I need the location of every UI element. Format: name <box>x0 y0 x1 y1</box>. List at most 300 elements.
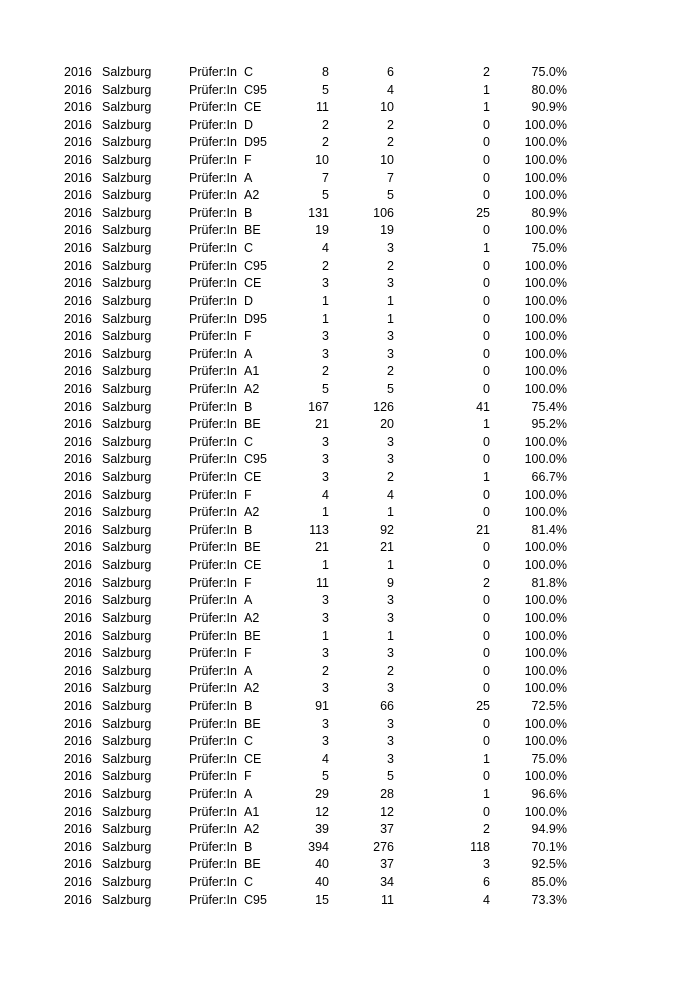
passed-count-cell: 92 <box>380 522 394 537</box>
pass-rate-cell: 100.0% <box>524 293 567 308</box>
table-row <box>0 258 700 276</box>
year-cell: 2016 <box>64 786 92 801</box>
total-count-cell: 4 <box>322 751 329 766</box>
table-row <box>0 680 700 698</box>
passed-count-cell: 4 <box>387 82 394 97</box>
year-cell: 2016 <box>64 276 92 291</box>
region-cell: Salzburg <box>102 329 152 344</box>
region-cell: Salzburg <box>102 434 152 449</box>
failed-count-cell: 0 <box>483 153 490 168</box>
failed-count-cell: 1 <box>483 470 490 485</box>
region-cell: Salzburg <box>102 205 152 220</box>
passed-count-cell: 28 <box>380 786 394 801</box>
passed-count-cell: 19 <box>380 223 394 238</box>
total-count-cell: 39 <box>315 822 329 837</box>
year-cell: 2016 <box>64 646 92 661</box>
region-cell: Salzburg <box>102 857 152 872</box>
pass-rate-cell: 96.6% <box>531 786 567 801</box>
region-cell: Salzburg <box>102 153 152 168</box>
license-class-cell: B <box>244 522 253 537</box>
region-cell: Salzburg <box>102 681 152 696</box>
failed-count-cell: 3 <box>483 857 490 872</box>
table-row <box>0 222 700 240</box>
year-cell: 2016 <box>64 487 92 502</box>
pass-rate-cell: 100.0% <box>524 505 567 520</box>
table-row <box>0 839 700 857</box>
total-count-cell: 1 <box>322 311 329 326</box>
total-count-cell: 131 <box>308 205 329 220</box>
table-row <box>0 698 700 716</box>
role-cell: Prüfer:In <box>189 610 237 625</box>
table-row <box>0 399 700 417</box>
role-cell: Prüfer:In <box>189 575 237 590</box>
year-cell: 2016 <box>64 381 92 396</box>
year-cell: 2016 <box>64 153 92 168</box>
license-class-cell: BE <box>244 857 261 872</box>
failed-count-cell: 1 <box>483 82 490 97</box>
region-cell: Salzburg <box>102 505 152 520</box>
passed-count-cell: 1 <box>387 558 394 573</box>
pass-rate-cell: 100.0% <box>524 135 567 150</box>
passed-count-cell: 2 <box>387 135 394 150</box>
passed-count-cell: 2 <box>387 663 394 678</box>
passed-count-cell: 4 <box>387 487 394 502</box>
year-cell: 2016 <box>64 329 92 344</box>
pass-rate-cell: 100.0% <box>524 769 567 784</box>
failed-count-cell: 0 <box>483 558 490 573</box>
role-cell: Prüfer:In <box>189 804 237 819</box>
passed-count-cell: 3 <box>387 593 394 608</box>
license-class-cell: CE <box>244 751 262 766</box>
role-cell: Prüfer:In <box>189 65 237 79</box>
role-cell: Prüfer:In <box>189 276 237 291</box>
failed-count-cell: 0 <box>483 610 490 625</box>
table-row <box>0 663 700 681</box>
year-cell: 2016 <box>64 681 92 696</box>
role-cell: Prüfer:In <box>189 311 237 326</box>
failed-count-cell: 0 <box>483 311 490 326</box>
region-cell: Salzburg <box>102 223 152 238</box>
license-class-cell: C95 <box>244 82 267 97</box>
passed-count-cell: 9 <box>387 575 394 590</box>
role-cell: Prüfer:In <box>189 329 237 344</box>
failed-count-cell: 25 <box>476 205 490 220</box>
year-cell: 2016 <box>64 540 92 555</box>
region-cell: Salzburg <box>102 470 152 485</box>
passed-count-cell: 10 <box>380 153 394 168</box>
license-class-cell: A2 <box>244 505 260 520</box>
license-class-cell: D <box>244 293 254 308</box>
license-class-cell: BE <box>244 716 261 731</box>
table-row <box>0 64 700 82</box>
total-count-cell: 11 <box>316 575 329 590</box>
failed-count-cell: 1 <box>483 417 490 432</box>
failed-count-cell: 21 <box>476 522 490 537</box>
total-count-cell: 3 <box>322 646 329 661</box>
license-class-cell: D95 <box>244 311 267 326</box>
region-cell: Salzburg <box>102 540 152 555</box>
pass-rate-cell: 100.0% <box>524 153 567 168</box>
year-cell: 2016 <box>64 575 92 590</box>
failed-count-cell: 1 <box>483 786 490 801</box>
region-cell: Salzburg <box>102 610 152 625</box>
pass-rate-cell: 100.0% <box>524 540 567 555</box>
table-row <box>0 99 700 117</box>
failed-count-cell: 0 <box>483 593 490 608</box>
license-class-cell: A1 <box>244 364 260 379</box>
region-cell: Salzburg <box>102 399 152 414</box>
passed-count-cell: 2 <box>387 364 394 379</box>
pass-rate-cell: 100.0% <box>524 170 567 185</box>
role-cell: Prüfer:In <box>189 188 237 203</box>
pass-rate-cell: 100.0% <box>524 223 567 238</box>
role-cell: Prüfer:In <box>189 170 237 185</box>
license-class-cell: B <box>244 839 253 854</box>
role-cell: Prüfer:In <box>189 399 237 414</box>
license-class-cell: CE <box>244 276 262 291</box>
year-cell: 2016 <box>64 65 92 79</box>
region-cell: Salzburg <box>102 417 152 432</box>
year-cell: 2016 <box>64 892 92 907</box>
total-count-cell: 1 <box>322 628 329 643</box>
passed-count-cell: 3 <box>387 751 394 766</box>
table-row <box>0 786 700 804</box>
total-count-cell: 21 <box>315 417 329 432</box>
total-count-cell: 167 <box>308 399 329 414</box>
passed-count-cell: 37 <box>380 857 394 872</box>
license-class-cell: C95 <box>244 892 267 907</box>
passed-count-cell: 11 <box>381 892 394 907</box>
total-count-cell: 15 <box>315 892 329 907</box>
license-class-cell: A2 <box>244 822 260 837</box>
year-cell: 2016 <box>64 522 92 537</box>
passed-count-cell: 5 <box>387 188 394 203</box>
pass-rate-cell: 92.5% <box>531 857 567 872</box>
pass-rate-cell: 100.0% <box>524 646 567 661</box>
total-count-cell: 8 <box>322 65 329 79</box>
role-cell: Prüfer:In <box>189 487 237 502</box>
license-class-cell: C <box>244 65 254 79</box>
pass-rate-cell: 80.0% <box>531 82 567 97</box>
region-cell: Salzburg <box>102 575 152 590</box>
failed-count-cell: 0 <box>483 117 490 132</box>
total-count-cell: 3 <box>322 329 329 344</box>
license-class-cell: B <box>244 698 253 713</box>
table-row <box>0 716 700 734</box>
table-row <box>0 152 700 170</box>
license-class-cell: D <box>244 117 254 132</box>
license-class-cell: F <box>244 487 252 502</box>
table-row <box>0 733 700 751</box>
year-cell: 2016 <box>64 663 92 678</box>
pass-rate-cell: 100.0% <box>524 117 567 132</box>
year-cell: 2016 <box>64 593 92 608</box>
passed-count-cell: 10 <box>380 100 394 115</box>
role-cell: Prüfer:In <box>189 346 237 361</box>
table-row <box>0 804 700 822</box>
role-cell: Prüfer:In <box>189 769 237 784</box>
region-cell: Salzburg <box>102 822 152 837</box>
license-class-cell: A <box>244 663 253 678</box>
total-count-cell: 4 <box>322 241 329 256</box>
region-cell: Salzburg <box>102 522 152 537</box>
pass-rate-cell: 100.0% <box>524 628 567 643</box>
failed-count-cell: 0 <box>483 276 490 291</box>
failed-count-cell: 0 <box>483 452 490 467</box>
license-class-cell: A <box>244 593 253 608</box>
passed-count-cell: 3 <box>387 329 394 344</box>
table-row <box>0 346 700 364</box>
year-cell: 2016 <box>64 205 92 220</box>
failed-count-cell: 0 <box>483 170 490 185</box>
passed-count-cell: 3 <box>387 646 394 661</box>
passed-count-cell: 3 <box>387 452 394 467</box>
pass-rate-cell: 75.0% <box>531 65 567 79</box>
failed-count-cell: 0 <box>483 804 490 819</box>
table-row <box>0 451 700 469</box>
table-row <box>0 311 700 329</box>
pass-rate-cell: 100.0% <box>524 558 567 573</box>
passed-count-cell: 2 <box>387 470 394 485</box>
failed-count-cell: 0 <box>483 540 490 555</box>
year-cell: 2016 <box>64 82 92 97</box>
role-cell: Prüfer:In <box>189 153 237 168</box>
pass-rate-cell: 95.2% <box>531 417 567 432</box>
passed-count-cell: 37 <box>380 822 394 837</box>
pass-rate-cell: 100.0% <box>524 663 567 678</box>
total-count-cell: 40 <box>315 857 329 872</box>
table-row <box>0 381 700 399</box>
license-class-cell: C <box>244 241 254 256</box>
passed-count-cell: 34 <box>380 875 394 890</box>
failed-count-cell: 0 <box>483 646 490 661</box>
region-cell: Salzburg <box>102 241 152 256</box>
region-cell: Salzburg <box>102 804 152 819</box>
table-row <box>0 205 700 223</box>
total-count-cell: 10 <box>315 153 329 168</box>
total-count-cell: 21 <box>315 540 329 555</box>
year-cell: 2016 <box>64 188 92 203</box>
failed-count-cell: 0 <box>483 329 490 344</box>
year-cell: 2016 <box>64 804 92 819</box>
total-count-cell: 11 <box>316 100 329 115</box>
region-cell: Salzburg <box>102 716 152 731</box>
table-row <box>0 487 700 505</box>
region-cell: Salzburg <box>102 135 152 150</box>
region-cell: Salzburg <box>102 892 152 907</box>
license-class-cell: C <box>244 875 254 890</box>
failed-count-cell: 0 <box>483 346 490 361</box>
role-cell: Prüfer:In <box>189 100 237 115</box>
pass-rate-cell: 100.0% <box>524 681 567 696</box>
license-class-cell: CE <box>244 470 262 485</box>
role-cell: Prüfer:In <box>189 434 237 449</box>
total-count-cell: 7 <box>322 170 329 185</box>
license-class-cell: CE <box>244 100 262 115</box>
region-cell: Salzburg <box>102 117 152 132</box>
table-row <box>0 892 700 910</box>
license-class-cell: A2 <box>244 610 260 625</box>
license-class-cell: BE <box>244 628 261 643</box>
table-row <box>0 539 700 557</box>
region-cell: Salzburg <box>102 839 152 854</box>
region-cell: Salzburg <box>102 875 152 890</box>
region-cell: Salzburg <box>102 293 152 308</box>
pass-rate-cell: 72.5% <box>531 698 567 713</box>
pass-rate-cell: 70.1% <box>531 839 567 854</box>
failed-count-cell: 0 <box>483 628 490 643</box>
total-count-cell: 2 <box>322 258 329 273</box>
year-cell: 2016 <box>64 470 92 485</box>
role-cell: Prüfer:In <box>189 417 237 432</box>
passed-count-cell: 1 <box>387 311 394 326</box>
region-cell: Salzburg <box>102 65 152 79</box>
region-cell: Salzburg <box>102 100 152 115</box>
pass-rate-cell: 100.0% <box>524 276 567 291</box>
passed-count-cell: 66 <box>380 698 394 713</box>
total-count-cell: 1 <box>322 558 329 573</box>
failed-count-cell: 0 <box>483 716 490 731</box>
year-cell: 2016 <box>64 716 92 731</box>
total-count-cell: 3 <box>322 734 329 749</box>
failed-count-cell: 0 <box>483 505 490 520</box>
table-row <box>0 522 700 540</box>
year-cell: 2016 <box>64 399 92 414</box>
table-row <box>0 504 700 522</box>
pass-rate-cell: 100.0% <box>524 381 567 396</box>
pass-rate-cell: 100.0% <box>524 734 567 749</box>
failed-count-cell: 0 <box>483 681 490 696</box>
passed-count-cell: 3 <box>387 241 394 256</box>
license-class-cell: CE <box>244 558 262 573</box>
region-cell: Salzburg <box>102 734 152 749</box>
failed-count-cell: 1 <box>483 241 490 256</box>
year-cell: 2016 <box>64 505 92 520</box>
pass-rate-cell: 100.0% <box>524 346 567 361</box>
passed-count-cell: 106 <box>373 205 394 220</box>
region-cell: Salzburg <box>102 364 152 379</box>
total-count-cell: 3 <box>322 470 329 485</box>
region-cell: Salzburg <box>102 452 152 467</box>
license-class-cell: F <box>244 769 252 784</box>
total-count-cell: 3 <box>322 593 329 608</box>
pass-rate-cell: 100.0% <box>524 258 567 273</box>
region-cell: Salzburg <box>102 558 152 573</box>
total-count-cell: 12 <box>315 804 329 819</box>
role-cell: Prüfer:In <box>189 716 237 731</box>
role-cell: Prüfer:In <box>189 135 237 150</box>
license-class-cell: F <box>244 575 252 590</box>
year-cell: 2016 <box>64 311 92 326</box>
region-cell: Salzburg <box>102 593 152 608</box>
pass-rate-cell: 80.9% <box>531 205 567 220</box>
failed-count-cell: 0 <box>483 381 490 396</box>
table-row <box>0 170 700 188</box>
role-cell: Prüfer:In <box>189 241 237 256</box>
license-class-cell: A2 <box>244 381 260 396</box>
passed-count-cell: 2 <box>387 117 394 132</box>
year-cell: 2016 <box>64 223 92 238</box>
pass-rate-cell: 94.9% <box>531 822 567 837</box>
failed-count-cell: 25 <box>476 698 490 713</box>
total-count-cell: 5 <box>322 188 329 203</box>
year-cell: 2016 <box>64 117 92 132</box>
pass-rate-cell: 100.0% <box>524 188 567 203</box>
failed-count-cell: 2 <box>483 575 490 590</box>
passed-count-cell: 276 <box>373 839 394 854</box>
pass-rate-cell: 100.0% <box>524 804 567 819</box>
total-count-cell: 3 <box>322 681 329 696</box>
total-count-cell: 3 <box>322 276 329 291</box>
failed-count-cell: 2 <box>483 822 490 837</box>
year-cell: 2016 <box>64 170 92 185</box>
license-class-cell: B <box>244 205 253 220</box>
table-row <box>0 469 700 487</box>
region-cell: Salzburg <box>102 188 152 203</box>
passed-count-cell: 1 <box>387 628 394 643</box>
year-cell: 2016 <box>64 628 92 643</box>
region-cell: Salzburg <box>102 381 152 396</box>
license-class-cell: BE <box>244 223 261 238</box>
region-cell: Salzburg <box>102 311 152 326</box>
pass-rate-cell: 75.4% <box>531 399 567 414</box>
region-cell: Salzburg <box>102 346 152 361</box>
year-cell: 2016 <box>64 241 92 256</box>
table-row <box>0 187 700 205</box>
year-cell: 2016 <box>64 875 92 890</box>
year-cell: 2016 <box>64 417 92 432</box>
table-row <box>0 293 700 311</box>
total-count-cell: 19 <box>315 223 329 238</box>
role-cell: Prüfer:In <box>189 258 237 273</box>
region-cell: Salzburg <box>102 786 152 801</box>
role-cell: Prüfer:In <box>189 505 237 520</box>
role-cell: Prüfer:In <box>189 892 237 907</box>
total-count-cell: 40 <box>315 875 329 890</box>
table-row <box>0 134 700 152</box>
region-cell: Salzburg <box>102 628 152 643</box>
year-cell: 2016 <box>64 839 92 854</box>
failed-count-cell: 1 <box>483 100 490 115</box>
region-cell: Salzburg <box>102 487 152 502</box>
role-cell: Prüfer:In <box>189 593 237 608</box>
role-cell: Prüfer:In <box>189 698 237 713</box>
role-cell: Prüfer:In <box>189 522 237 537</box>
year-cell: 2016 <box>64 135 92 150</box>
license-class-cell: A1 <box>244 804 260 819</box>
passed-count-cell: 5 <box>387 381 394 396</box>
license-class-cell: A2 <box>244 681 260 696</box>
failed-count-cell: 0 <box>483 135 490 150</box>
license-class-cell: D95 <box>244 135 267 150</box>
region-cell: Salzburg <box>102 698 152 713</box>
role-cell: Prüfer:In <box>189 82 237 97</box>
total-count-cell: 2 <box>322 663 329 678</box>
year-cell: 2016 <box>64 558 92 573</box>
table-row <box>0 610 700 628</box>
role-cell: Prüfer:In <box>189 223 237 238</box>
total-count-cell: 5 <box>322 769 329 784</box>
license-class-cell: B <box>244 399 253 414</box>
pass-rate-cell: 81.4% <box>531 522 567 537</box>
role-cell: Prüfer:In <box>189 293 237 308</box>
table-row <box>0 275 700 293</box>
total-count-cell: 3 <box>322 716 329 731</box>
year-cell: 2016 <box>64 751 92 766</box>
role-cell: Prüfer:In <box>189 558 237 573</box>
role-cell: Prüfer:In <box>189 452 237 467</box>
pass-rate-cell: 85.0% <box>531 875 567 890</box>
